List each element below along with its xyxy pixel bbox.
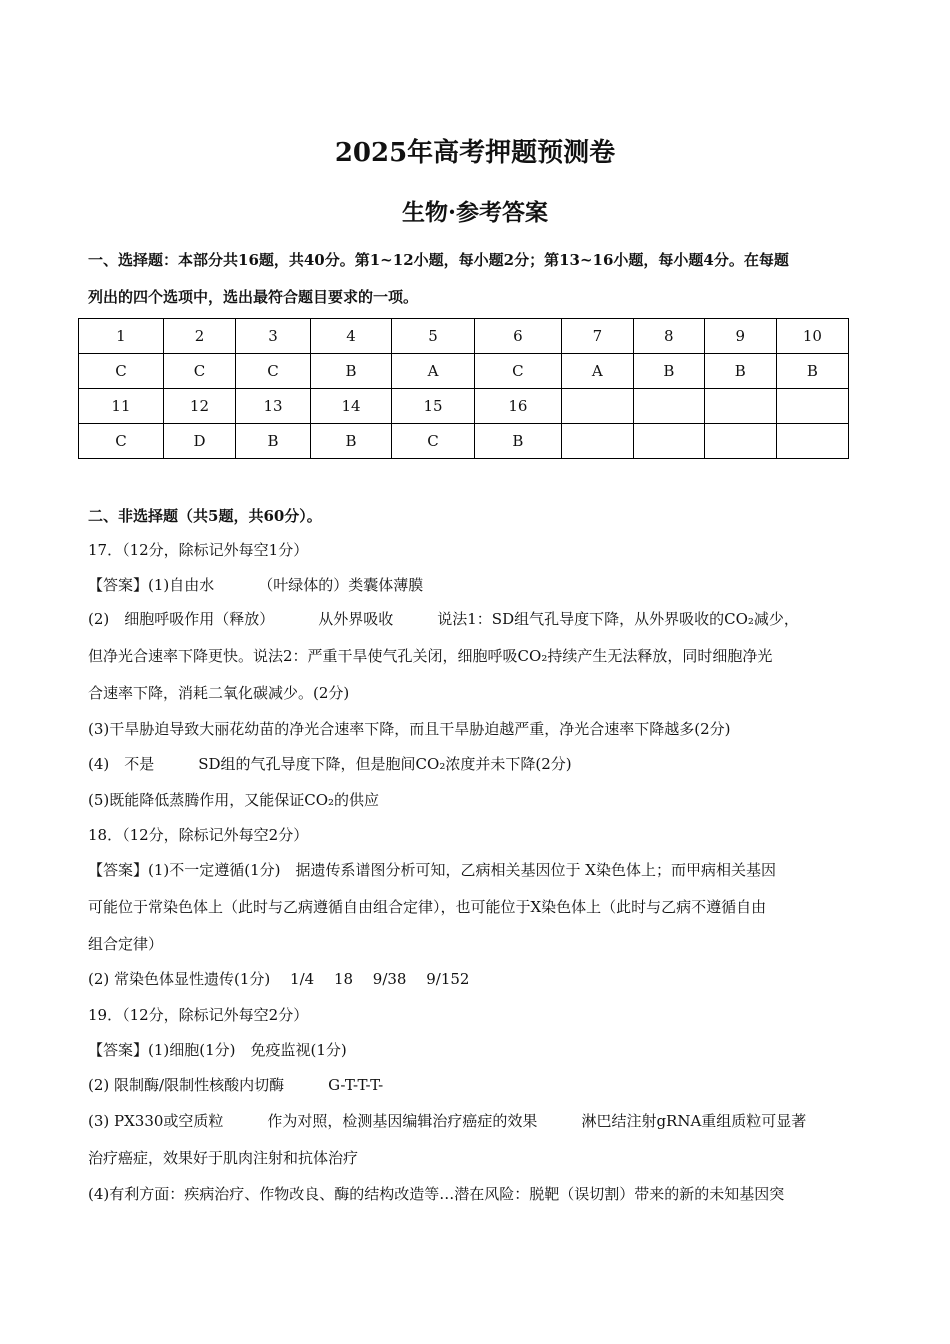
answer-table-row — [79, 319, 849, 354]
q19-answer-2a: (2) 限制酶/限制性核酸内切酶 — [88, 1076, 285, 1094]
answer-table-answer-cell: B — [236, 424, 311, 459]
answer-table-question-number: 9 — [704, 319, 776, 354]
answer-table-question-number: 12 — [163, 389, 235, 424]
q19-answer-3c: 淋巴结注射gRNA重组质粒可显著 — [581, 1112, 807, 1130]
answer-table — [78, 318, 849, 459]
answer-table-question-number: 11 — [79, 389, 164, 424]
q17-answer-2b: 从外界吸收 — [318, 610, 394, 628]
answer-table-answer-cell: C — [392, 424, 475, 459]
answer-table-answer-cell — [704, 424, 776, 459]
q19-answer-3a: (3) PX330或空质粒 — [88, 1112, 224, 1130]
q19-answer-2b: G-T-T-T- — [328, 1076, 384, 1094]
answer-table-answer-cell: D — [163, 424, 235, 459]
section2-heading: 二、非选择题（共5题，共60分）。 — [88, 507, 322, 525]
answer-table-answer-cell: A — [392, 354, 475, 389]
answer-table-answer-cell: B — [311, 354, 392, 389]
q19-answer-line2 — [88, 1075, 863, 1095]
section1-instructions-line1: 一、选择题：本部分共16题，共40分。第1~12小题，每小题2分；第13~16小题，每小题4分。在每题 — [88, 251, 789, 269]
q17-answer-line2 — [88, 609, 863, 629]
q17-answer-line3: 但净光合速率下降更快。说法2：严重干旱使气孔关闭，细胞呼吸CO₂持续产生无法释放，同时细胞净光 — [88, 647, 773, 665]
q17-answer-1b: （叶绿体的）类囊体薄膜 — [258, 576, 424, 594]
answer-table-question-number: 4 — [311, 319, 392, 354]
q18-answer-line2: 可能位于常染色体上（此时与乙病遵循自由组合定律），也可能位于X染色体上（此时与乙病不遵循自由 — [88, 898, 767, 916]
page-title: 2025年高考押题预测卷 — [334, 138, 616, 168]
q17-answer-line5: (3)干旱胁迫导致大丽花幼苗的净光合速率下降，而且干旱胁迫越严重，净光合速率下降越多(2分) — [88, 720, 731, 738]
answer-table-question-number: 3 — [236, 319, 311, 354]
answer-table-answer-cell: C — [236, 354, 311, 389]
answer-table-question-number — [776, 389, 848, 424]
answer-table-answer-cell: A — [561, 354, 633, 389]
q17-answer-line6 — [88, 754, 863, 774]
page-subtitle: 生物·参考答案 — [401, 199, 548, 226]
answer-table-question-number: 1 — [79, 319, 164, 354]
q17-answer-6b: SD组的气孔导度下降，但是胞间CO₂浓度并未下降(2分) — [198, 755, 572, 773]
answer-table-question-number: 14 — [311, 389, 392, 424]
answer-table-question-number — [704, 389, 776, 424]
q17-answer-2c: 说法1：SD组气孔导度下降，从外界吸收的CO₂减少， — [437, 610, 799, 628]
answer-table-row — [79, 389, 849, 424]
answer-table-answer-cell: C — [163, 354, 235, 389]
answer-table-question-number: 8 — [633, 319, 704, 354]
answer-table-answer-cell: B — [311, 424, 392, 459]
answer-table-row — [79, 354, 849, 389]
answer-table-answer-cell: C — [474, 354, 561, 389]
q17-answer-line1 — [88, 575, 863, 595]
answer-table-question-number: 6 — [474, 319, 561, 354]
answer-table-question-number — [561, 389, 633, 424]
answer-table-answer-cell: B — [633, 354, 704, 389]
answer-table-question-number: 13 — [236, 389, 311, 424]
q17-answer-6a: (4) 不是 — [88, 755, 155, 773]
answer-table-question-number: 15 — [392, 389, 475, 424]
q18-answer-line1: 【答案】(1)不一定遵循(1分) 据遗传系谱图分析可知，乙病相关基因位于 X染色体上；而甲病相关基因 — [88, 861, 776, 879]
q19-answer-line1: 【答案】(1)细胞(1分) 免疫监视(1分) — [88, 1041, 347, 1059]
answer-table-answer-cell: B — [704, 354, 776, 389]
q19-answer-line4: 治疗癌症，效果好于肌肉注射和抗体治疗 — [88, 1149, 359, 1167]
answer-table-question-number: 10 — [776, 319, 848, 354]
answer-table-answer-cell: B — [474, 424, 561, 459]
q17-header: 17．（12分，除标记外每空1分） — [88, 541, 309, 559]
q17-answer-line7: (5)既能降低蒸腾作用，又能保证CO₂的供应 — [88, 791, 380, 809]
answer-table-question-number: 7 — [561, 319, 633, 354]
q18-answer-line4: (2) 常染色体显性遗传(1分) 1/4 18 9/38 9/152 — [88, 970, 470, 988]
q18-header: 18．（12分，除标记外每空2分） — [88, 826, 309, 844]
q18-answer-line3: 组合定律） — [88, 935, 164, 953]
answer-table-row — [79, 424, 849, 459]
answer-table-answer-cell: B — [776, 354, 848, 389]
answer-table-answer-cell — [633, 424, 704, 459]
answer-table-answer-cell: C — [79, 424, 164, 459]
q17-answer-line4: 合速率下降，消耗二氧化碳减少。(2分) — [88, 684, 350, 702]
answer-table-question-number: 2 — [163, 319, 235, 354]
q17-answer-1a: 【答案】(1)自由水 — [88, 576, 215, 594]
answer-table-question-number: 16 — [474, 389, 561, 424]
answer-table-answer-cell: C — [79, 354, 164, 389]
answer-table-question-number — [633, 389, 704, 424]
q19-answer-3b: 作为对照，检测基因编辑治疗癌症的效果 — [267, 1112, 538, 1130]
answer-table-answer-cell — [561, 424, 633, 459]
q19-header: 19．（12分，除标记外每空2分） — [88, 1006, 309, 1024]
q19-answer-line5: (4)有利方面：疾病治疗、作物改良、酶的结构改造等…潜在风险：脱靶（误切割）带来的新的未知基因突 — [88, 1185, 785, 1203]
q19-answer-line3 — [88, 1111, 863, 1131]
section1-instructions-line2: 列出的四个选项中，选出最符合题目要求的一项。 — [88, 288, 419, 306]
q17-answer-2a: (2) 细胞呼吸作用（释放） — [88, 610, 275, 628]
answer-table-question-number: 5 — [392, 319, 475, 354]
answer-table-answer-cell — [776, 424, 848, 459]
